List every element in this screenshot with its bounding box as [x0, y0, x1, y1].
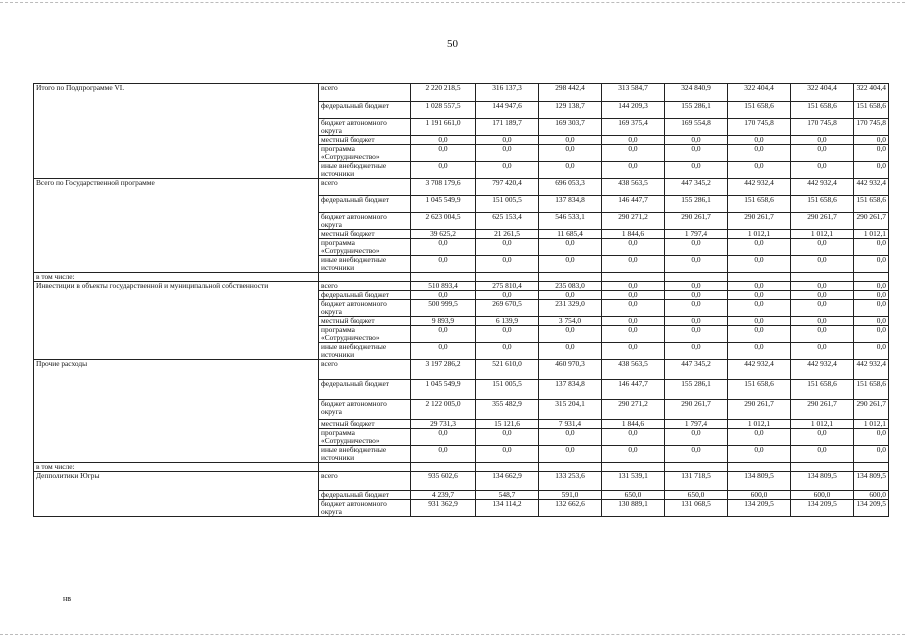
- value-cell: [791, 273, 854, 282]
- value-cell: 151 005,5: [476, 196, 539, 213]
- value-cell: 0,0: [854, 429, 889, 446]
- funding-source-cell: местный бюджет: [319, 420, 411, 429]
- scan-top-edge: [0, 2, 905, 3]
- value-cell: 133 253,6: [539, 472, 602, 491]
- value-cell: 137 834,8: [539, 196, 602, 213]
- value-cell: 0,0: [854, 291, 889, 300]
- row-name-cell: Итого по Подпрограмме VI.: [34, 84, 319, 179]
- value-cell: 1 844,6: [602, 230, 665, 239]
- funding-source-cell: программа «Сотрудничество»: [319, 145, 411, 162]
- value-cell: 1 191 661,0: [411, 119, 476, 136]
- value-cell: 0,0: [728, 326, 791, 343]
- value-cell: [665, 273, 728, 282]
- value-cell: 1 045 549,9: [411, 196, 476, 213]
- value-cell: 2 220 218,5: [411, 84, 476, 102]
- value-cell: 0,0: [665, 136, 728, 145]
- value-cell: [411, 463, 476, 472]
- value-cell: 0,0: [854, 239, 889, 256]
- value-cell: 0,0: [665, 162, 728, 179]
- value-cell: 442 932,4: [854, 179, 889, 196]
- row-name-cell: в том числе:: [34, 463, 319, 472]
- value-cell: 1 012,1: [791, 230, 854, 239]
- value-cell: 0,0: [539, 343, 602, 360]
- value-cell: 316 137,3: [476, 84, 539, 102]
- value-cell: 0,0: [539, 136, 602, 145]
- value-cell: [476, 273, 539, 282]
- value-cell: 0,0: [728, 300, 791, 317]
- value-cell: 591,0: [539, 491, 602, 500]
- value-cell: 171 189,7: [476, 119, 539, 136]
- value-cell: 134 209,5: [854, 500, 889, 517]
- page-number: 50: [447, 38, 458, 50]
- funding-source-cell: федеральный бюджет: [319, 291, 411, 300]
- row-name-cell: Инвестиции в объекты государственной и муниципальной собственности: [34, 282, 319, 360]
- value-cell: 1 012,1: [854, 230, 889, 239]
- funding-source-cell: федеральный бюджет: [319, 491, 411, 500]
- value-cell: 0,0: [854, 162, 889, 179]
- value-cell: 442 932,4: [728, 179, 791, 196]
- value-cell: 1 797,4: [665, 420, 728, 429]
- value-cell: 931 362,9: [411, 500, 476, 517]
- value-cell: [539, 273, 602, 282]
- funding-source-cell: бюджет автономного округа: [319, 213, 411, 230]
- value-cell: 0,0: [854, 256, 889, 273]
- value-cell: 170 745,8: [854, 119, 889, 136]
- value-cell: 151 658,6: [728, 196, 791, 213]
- value-cell: 0,0: [602, 145, 665, 162]
- value-cell: 0,0: [411, 291, 476, 300]
- value-cell: [854, 463, 889, 472]
- funding-source-cell: бюджет автономного округа: [319, 300, 411, 317]
- value-cell: 144 947,6: [476, 102, 539, 119]
- funding-source-cell: федеральный бюджет: [319, 102, 411, 119]
- value-cell: 3 708 179,6: [411, 179, 476, 196]
- row-name-cell: Депполитики Югры: [34, 472, 319, 517]
- value-cell: 11 685,4: [539, 230, 602, 239]
- value-cell: 324 840,9: [665, 84, 728, 102]
- value-cell: 0,0: [728, 136, 791, 145]
- value-cell: 0,0: [476, 429, 539, 446]
- funding-source-cell: всего: [319, 360, 411, 380]
- value-cell: 442 932,4: [791, 360, 854, 380]
- value-cell: 0,0: [411, 239, 476, 256]
- funding-source-cell: всего: [319, 472, 411, 491]
- value-cell: 0,0: [602, 429, 665, 446]
- value-cell: 134 209,5: [728, 500, 791, 517]
- value-cell: 39 625,2: [411, 230, 476, 239]
- funding-source-cell: иные внебюджетные источники: [319, 162, 411, 179]
- value-cell: 0,0: [539, 429, 602, 446]
- value-cell: 3 754,0: [539, 317, 602, 326]
- value-cell: 151 658,6: [854, 102, 889, 119]
- value-cell: 0,0: [476, 343, 539, 360]
- value-cell: 0,0: [791, 136, 854, 145]
- value-cell: 0,0: [665, 317, 728, 326]
- value-cell: 0,0: [728, 282, 791, 291]
- value-cell: 2 122 005,0: [411, 400, 476, 420]
- value-cell: 600,0: [791, 491, 854, 500]
- value-cell: 151 658,6: [854, 196, 889, 213]
- value-cell: 0,0: [411, 136, 476, 145]
- value-cell: 322 404,4: [728, 84, 791, 102]
- value-cell: [728, 463, 791, 472]
- value-cell: 134 809,5: [728, 472, 791, 491]
- funding-source-cell: местный бюджет: [319, 317, 411, 326]
- value-cell: 510 893,4: [411, 282, 476, 291]
- value-cell: 0,0: [602, 317, 665, 326]
- value-cell: 0,0: [728, 343, 791, 360]
- value-cell: 0,0: [665, 446, 728, 463]
- value-cell: 0,0: [665, 300, 728, 317]
- value-cell: 21 261,5: [476, 230, 539, 239]
- value-cell: 0,0: [791, 239, 854, 256]
- value-cell: [791, 463, 854, 472]
- value-cell: 0,0: [476, 162, 539, 179]
- value-cell: 0,0: [602, 300, 665, 317]
- value-cell: 1 012,1: [728, 420, 791, 429]
- value-cell: 0,0: [665, 145, 728, 162]
- value-cell: 0,0: [854, 300, 889, 317]
- value-cell: 290 261,7: [665, 400, 728, 420]
- value-cell: 355 482,9: [476, 400, 539, 420]
- value-cell: 0,0: [791, 343, 854, 360]
- value-cell: 0,0: [476, 145, 539, 162]
- value-cell: 0,0: [665, 282, 728, 291]
- value-cell: 322 404,4: [854, 84, 889, 102]
- table-row: [34, 282, 889, 291]
- funding-source-cell: программа «Сотрудничество»: [319, 326, 411, 343]
- value-cell: 0,0: [791, 291, 854, 300]
- value-cell: 0,0: [411, 343, 476, 360]
- value-cell: 155 286,1: [665, 102, 728, 119]
- value-cell: 0,0: [539, 239, 602, 256]
- footer-mark: нв: [63, 594, 72, 603]
- value-cell: 0,0: [665, 326, 728, 343]
- value-cell: 0,0: [791, 162, 854, 179]
- value-cell: 131 068,5: [665, 500, 728, 517]
- value-cell: 1 012,1: [728, 230, 791, 239]
- value-cell: 0,0: [539, 145, 602, 162]
- table-row: [34, 84, 889, 102]
- value-cell: 169 303,7: [539, 119, 602, 136]
- value-cell: 650,0: [665, 491, 728, 500]
- value-cell: 0,0: [791, 256, 854, 273]
- table-row: [34, 472, 889, 491]
- funding-source-cell: бюджет автономного округа: [319, 119, 411, 136]
- value-cell: 290 261,7: [665, 213, 728, 230]
- funding-source-cell: местный бюджет: [319, 136, 411, 145]
- table-row: [34, 179, 889, 196]
- value-cell: 935 602,6: [411, 472, 476, 491]
- funding-source-cell: программа «Сотрудничество»: [319, 429, 411, 446]
- value-cell: 0,0: [665, 343, 728, 360]
- value-cell: 650,0: [602, 491, 665, 500]
- value-cell: 134 809,5: [791, 472, 854, 491]
- value-cell: 0,0: [854, 317, 889, 326]
- funding-source-cell: иные внебюджетные источники: [319, 256, 411, 273]
- table-body: [34, 84, 889, 517]
- value-cell: 290 271,2: [602, 213, 665, 230]
- value-cell: 155 286,1: [665, 380, 728, 400]
- value-cell: 298 442,4: [539, 84, 602, 102]
- funding-source-cell: [319, 273, 411, 282]
- value-cell: 0,0: [728, 429, 791, 446]
- value-cell: 146 447,7: [602, 196, 665, 213]
- value-cell: 1 844,6: [602, 420, 665, 429]
- funding-source-cell: всего: [319, 282, 411, 291]
- value-cell: [476, 463, 539, 472]
- value-cell: 3 197 286,2: [411, 360, 476, 380]
- value-cell: 169 554,8: [665, 119, 728, 136]
- value-cell: 0,0: [476, 326, 539, 343]
- value-cell: 0,0: [854, 145, 889, 162]
- value-cell: [728, 273, 791, 282]
- value-cell: 0,0: [411, 145, 476, 162]
- value-cell: 0,0: [728, 145, 791, 162]
- value-cell: 151 658,6: [854, 380, 889, 400]
- value-cell: 0,0: [854, 343, 889, 360]
- value-cell: 0,0: [602, 343, 665, 360]
- value-cell: 131 539,1: [602, 472, 665, 491]
- value-cell: 313 584,7: [602, 84, 665, 102]
- value-cell: 290 261,7: [728, 213, 791, 230]
- value-cell: 151 658,6: [791, 380, 854, 400]
- funding-source-cell: программа «Сотрудничество»: [319, 239, 411, 256]
- value-cell: 0,0: [539, 446, 602, 463]
- value-cell: 0,0: [411, 162, 476, 179]
- value-cell: 0,0: [854, 326, 889, 343]
- funding-source-cell: иные внебюджетные источники: [319, 446, 411, 463]
- value-cell: 322 404,4: [791, 84, 854, 102]
- value-cell: 442 932,4: [854, 360, 889, 380]
- funding-source-cell: федеральный бюджет: [319, 196, 411, 213]
- value-cell: 151 005,5: [476, 380, 539, 400]
- value-cell: 0,0: [539, 291, 602, 300]
- row-name-cell: Прочие расходы: [34, 360, 319, 463]
- value-cell: 546 533,1: [539, 213, 602, 230]
- value-cell: 269 670,5: [476, 300, 539, 317]
- value-cell: 0,0: [602, 326, 665, 343]
- value-cell: 460 970,3: [539, 360, 602, 380]
- value-cell: 151 658,6: [791, 196, 854, 213]
- value-cell: 15 121,6: [476, 420, 539, 429]
- value-cell: 235 083,0: [539, 282, 602, 291]
- value-cell: 0,0: [602, 239, 665, 256]
- value-cell: 134 114,2: [476, 500, 539, 517]
- value-cell: 625 153,4: [476, 213, 539, 230]
- value-cell: 1 012,1: [791, 420, 854, 429]
- value-cell: 696 053,3: [539, 179, 602, 196]
- value-cell: 0,0: [791, 446, 854, 463]
- value-cell: 0,0: [728, 317, 791, 326]
- value-cell: 0,0: [411, 256, 476, 273]
- value-cell: 2 623 004,5: [411, 213, 476, 230]
- value-cell: 0,0: [791, 145, 854, 162]
- value-cell: 0,0: [791, 282, 854, 291]
- value-cell: 1 012,1: [854, 420, 889, 429]
- value-cell: 29 731,3: [411, 420, 476, 429]
- value-cell: 137 834,8: [539, 380, 602, 400]
- value-cell: 438 563,5: [602, 360, 665, 380]
- value-cell: 0,0: [411, 429, 476, 446]
- value-cell: 600,0: [854, 491, 889, 500]
- table-row: [34, 273, 889, 282]
- table-row: [34, 360, 889, 380]
- value-cell: 1 045 549,9: [411, 380, 476, 400]
- value-cell: 0,0: [728, 162, 791, 179]
- value-cell: 6 139,9: [476, 317, 539, 326]
- value-cell: 0,0: [791, 326, 854, 343]
- value-cell: 151 658,6: [728, 380, 791, 400]
- value-cell: 0,0: [476, 446, 539, 463]
- value-cell: 0,0: [728, 291, 791, 300]
- value-cell: [602, 273, 665, 282]
- value-cell: 290 261,7: [791, 213, 854, 230]
- value-cell: 134 209,5: [791, 500, 854, 517]
- value-cell: [411, 273, 476, 282]
- row-name-cell: в том числе:: [34, 273, 319, 282]
- value-cell: 521 610,0: [476, 360, 539, 380]
- value-cell: 155 286,1: [665, 196, 728, 213]
- value-cell: 9 893,9: [411, 317, 476, 326]
- value-cell: 0,0: [539, 256, 602, 273]
- value-cell: 131 718,5: [665, 472, 728, 491]
- value-cell: 1 028 557,5: [411, 102, 476, 119]
- value-cell: 0,0: [665, 429, 728, 446]
- value-cell: [539, 463, 602, 472]
- funding-source-cell: бюджет автономного округа: [319, 400, 411, 420]
- value-cell: 0,0: [791, 317, 854, 326]
- table-row: [34, 463, 889, 472]
- value-cell: 0,0: [728, 446, 791, 463]
- value-cell: 0,0: [728, 256, 791, 273]
- funding-source-cell: всего: [319, 84, 411, 102]
- value-cell: 0,0: [476, 136, 539, 145]
- funding-source-cell: всего: [319, 179, 411, 196]
- value-cell: 0,0: [665, 239, 728, 256]
- value-cell: [602, 463, 665, 472]
- value-cell: 438 563,5: [602, 179, 665, 196]
- value-cell: 1 797,4: [665, 230, 728, 239]
- value-cell: 4 239,7: [411, 491, 476, 500]
- value-cell: 0,0: [411, 326, 476, 343]
- value-cell: 0,0: [665, 291, 728, 300]
- value-cell: 169 375,4: [602, 119, 665, 136]
- value-cell: 151 658,6: [791, 102, 854, 119]
- value-cell: [854, 273, 889, 282]
- value-cell: 290 261,7: [728, 400, 791, 420]
- funding-source-cell: иные внебюджетные источники: [319, 343, 411, 360]
- value-cell: 0,0: [854, 282, 889, 291]
- budget-table: [33, 83, 889, 517]
- value-cell: 290 271,2: [602, 400, 665, 420]
- value-cell: 797 420,4: [476, 179, 539, 196]
- value-cell: 231 329,0: [539, 300, 602, 317]
- value-cell: 7 931,4: [539, 420, 602, 429]
- value-cell: 0,0: [539, 162, 602, 179]
- value-cell: 442 932,4: [728, 360, 791, 380]
- value-cell: 170 745,8: [791, 119, 854, 136]
- value-cell: 0,0: [602, 256, 665, 273]
- value-cell: 146 447,7: [602, 380, 665, 400]
- value-cell: 442 932,4: [791, 179, 854, 196]
- value-cell: 0,0: [476, 291, 539, 300]
- value-cell: 0,0: [539, 326, 602, 343]
- value-cell: 315 204,1: [539, 400, 602, 420]
- value-cell: 130 889,1: [602, 500, 665, 517]
- value-cell: 548,7: [476, 491, 539, 500]
- value-cell: 0,0: [476, 256, 539, 273]
- value-cell: 447 345,2: [665, 179, 728, 196]
- row-name-cell: Всего по Государственной программе: [34, 179, 319, 273]
- value-cell: 275 810,4: [476, 282, 539, 291]
- value-cell: 0,0: [411, 446, 476, 463]
- value-cell: 0,0: [791, 429, 854, 446]
- value-cell: 0,0: [854, 136, 889, 145]
- value-cell: 447 345,2: [665, 360, 728, 380]
- funding-source-cell: федеральный бюджет: [319, 380, 411, 400]
- value-cell: 0,0: [602, 446, 665, 463]
- value-cell: 134 809,5: [854, 472, 889, 491]
- scan-bottom-edge: [0, 634, 905, 635]
- value-cell: 0,0: [602, 162, 665, 179]
- value-cell: 0,0: [728, 239, 791, 256]
- funding-source-cell: местный бюджет: [319, 230, 411, 239]
- value-cell: 600,0: [728, 491, 791, 500]
- value-cell: 0,0: [476, 239, 539, 256]
- value-cell: 132 662,6: [539, 500, 602, 517]
- value-cell: 0,0: [602, 291, 665, 300]
- value-cell: 0,0: [602, 136, 665, 145]
- value-cell: 0,0: [791, 300, 854, 317]
- value-cell: 144 209,3: [602, 102, 665, 119]
- value-cell: 290 261,7: [854, 213, 889, 230]
- value-cell: 0,0: [602, 282, 665, 291]
- value-cell: 151 658,6: [728, 102, 791, 119]
- value-cell: 500 999,5: [411, 300, 476, 317]
- value-cell: 170 745,8: [728, 119, 791, 136]
- value-cell: 290 261,7: [791, 400, 854, 420]
- value-cell: 0,0: [665, 256, 728, 273]
- funding-source-cell: [319, 463, 411, 472]
- value-cell: 290 261,7: [854, 400, 889, 420]
- value-cell: 0,0: [854, 446, 889, 463]
- value-cell: 134 662,9: [476, 472, 539, 491]
- value-cell: 129 138,7: [539, 102, 602, 119]
- funding-source-cell: бюджет автономного округа: [319, 500, 411, 517]
- value-cell: [665, 463, 728, 472]
